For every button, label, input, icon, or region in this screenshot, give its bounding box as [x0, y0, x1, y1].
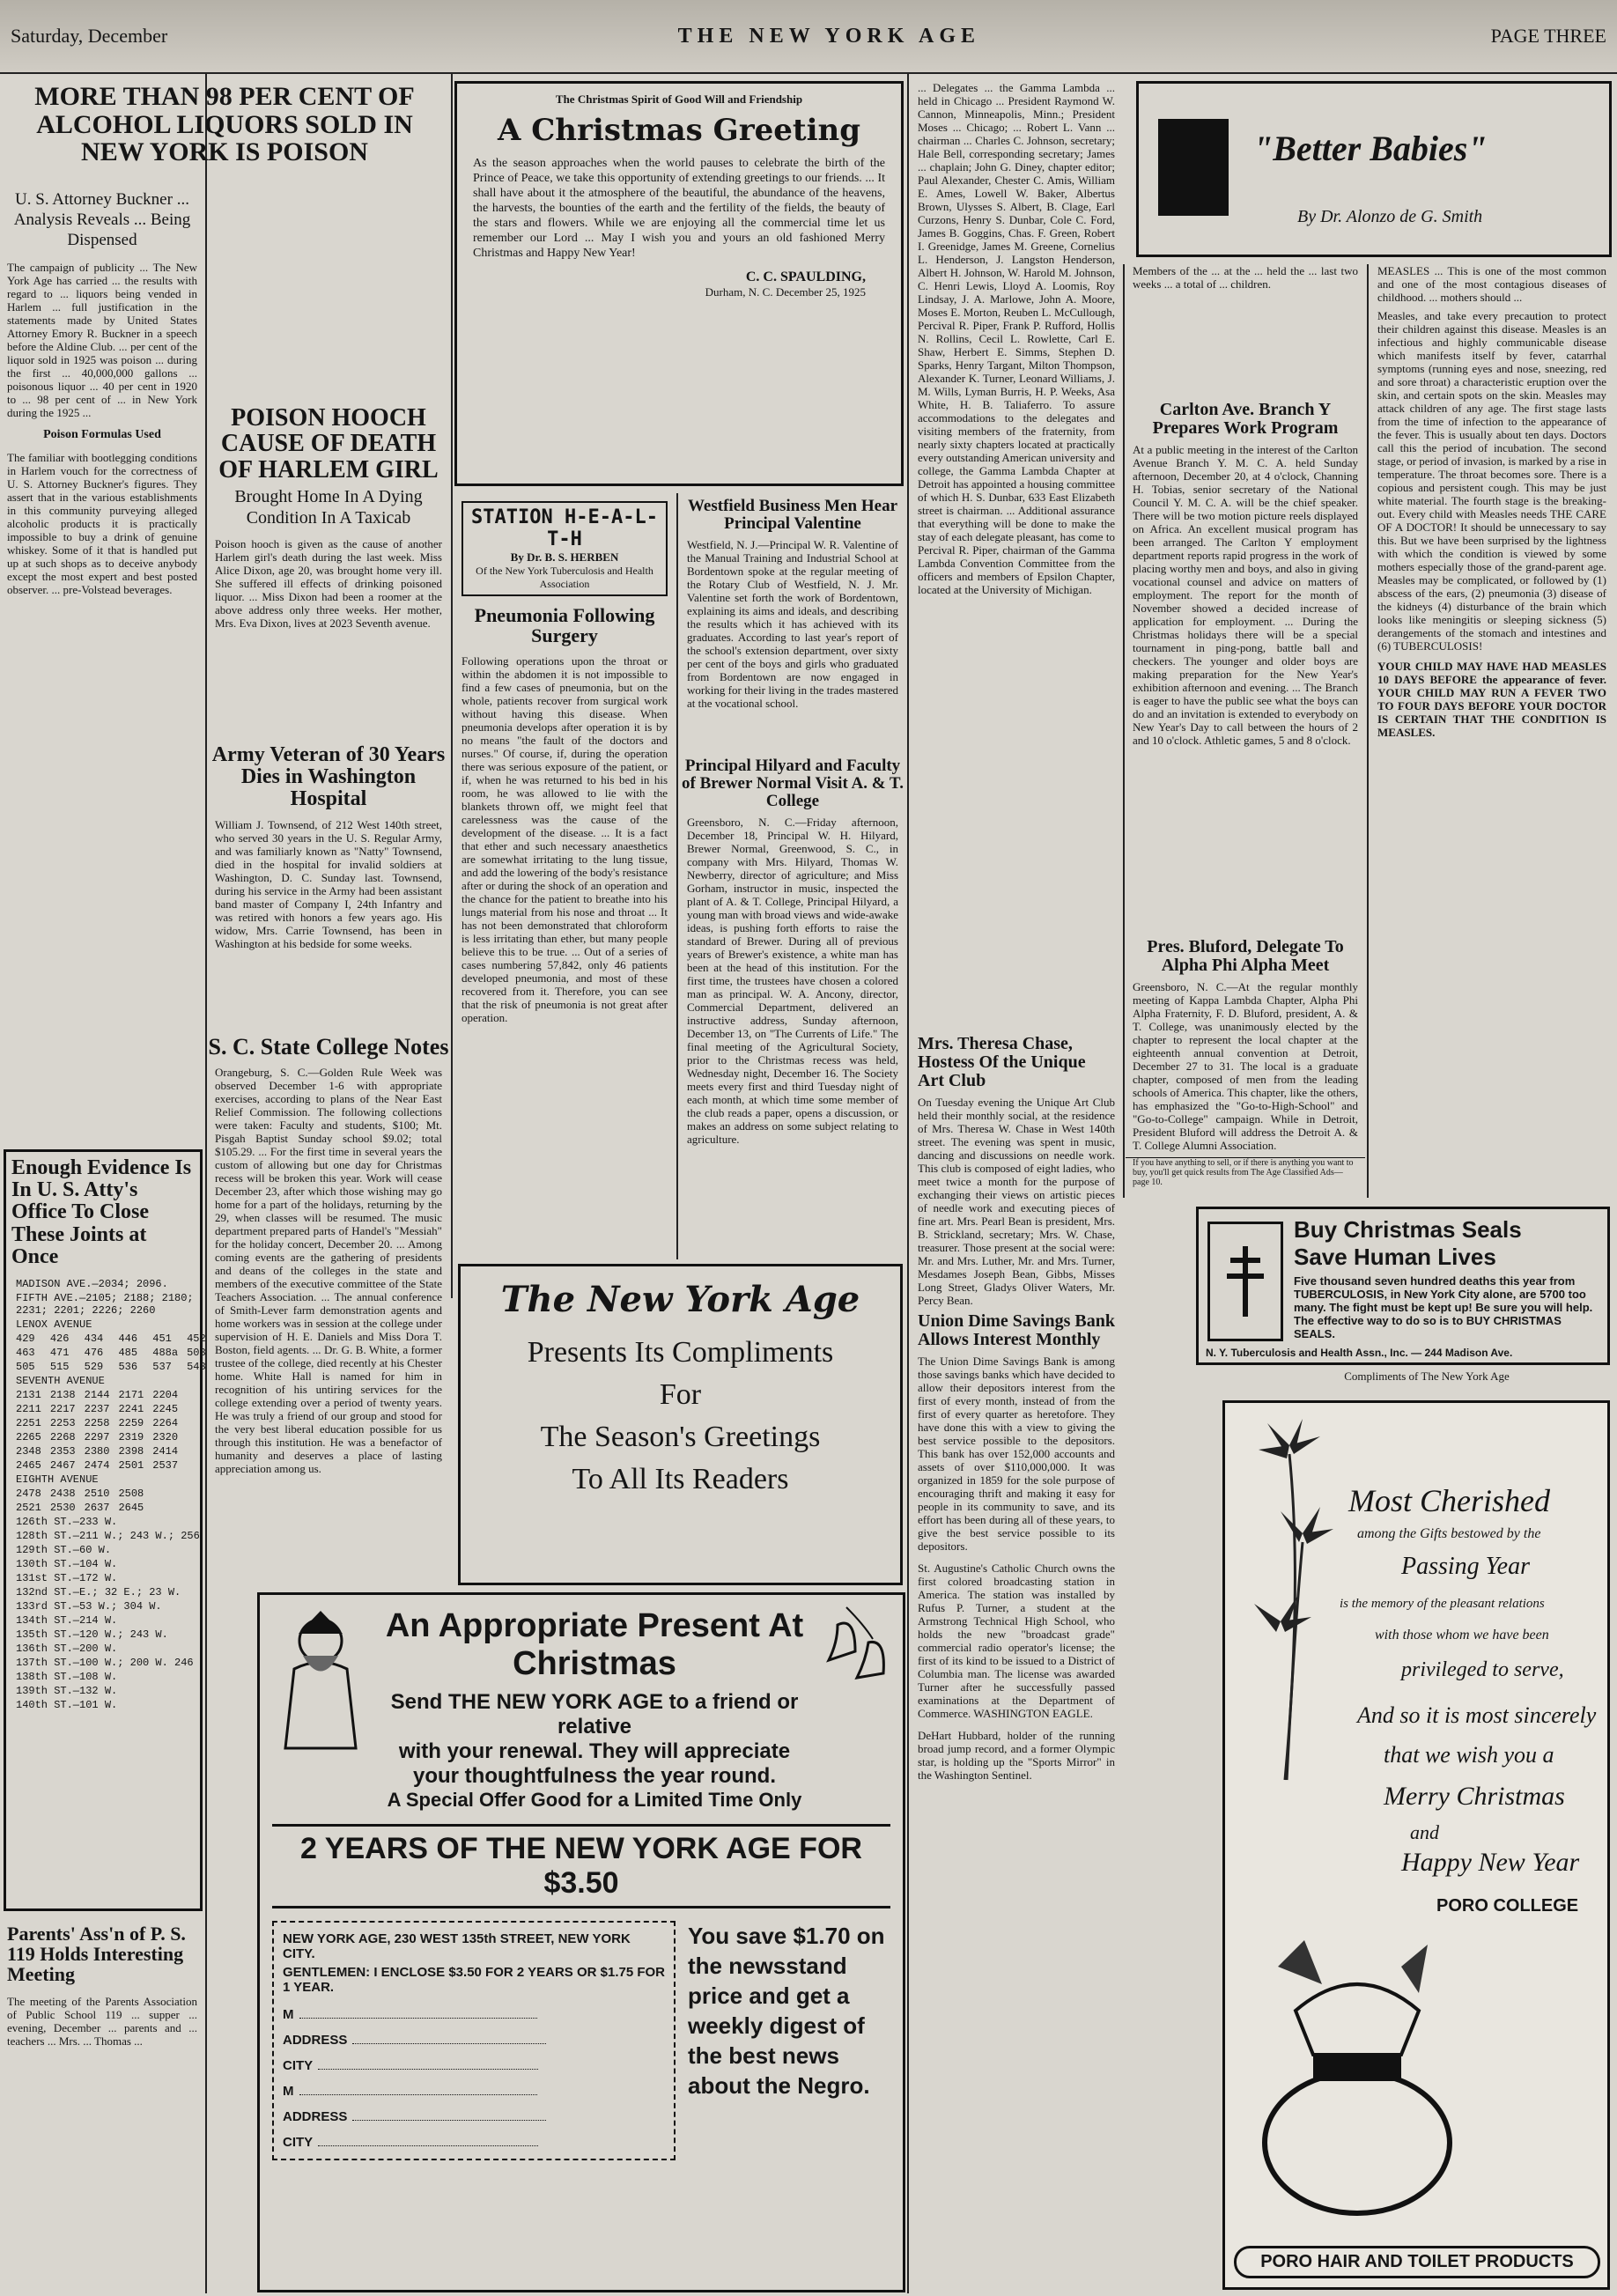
- poro-line9: Merry Christmas: [1384, 1782, 1565, 1811]
- address-cell: LENOX AVENUE: [16, 1318, 92, 1331]
- babies-col-a-text: MEASLES ... This is one of the most common and one of the most contagious diseases of childhood. ... mothers should ...: [1377, 264, 1606, 304]
- address-row: [11, 1473, 210, 1487]
- address-cell: 543: [187, 1360, 206, 1373]
- health-org: Of the New York Tuberculosis and Health Association: [476, 565, 653, 590]
- address-cell: 2259: [118, 1416, 144, 1429]
- subscription-savings: You save $1.70 on the newsstand price and get a weekly digest of the best news about the Negro.: [688, 1923, 885, 2099]
- address-cell: 134th ST.—214 W.: [16, 1613, 118, 1627]
- address-cell: 2265: [16, 1430, 41, 1443]
- poro-line8: that we wish you a: [1384, 1742, 1554, 1768]
- address-row: [11, 1599, 210, 1613]
- union-dime-article: [911, 1312, 1122, 2290]
- address-cell: 2251: [16, 1416, 41, 1429]
- address-cell: 2438: [49, 1487, 76, 1500]
- poro-line3: Passing Year: [1401, 1553, 1531, 1580]
- address-cell: 529: [84, 1360, 104, 1373]
- baby-portrait: [1158, 119, 1229, 216]
- address-row: [11, 1585, 210, 1599]
- babies-byline: By Dr. Alonzo de G. Smith: [1297, 207, 1483, 226]
- address-row: [11, 1487, 210, 1501]
- health-column: [454, 498, 675, 1255]
- address-cell: 451: [152, 1332, 172, 1345]
- address-cell: 2353: [49, 1444, 76, 1458]
- address-cell: SEVENTH AVENUE: [16, 1374, 105, 1387]
- address-row: [11, 1642, 210, 1656]
- address-cell: 131st ST.—172 W.: [16, 1571, 118, 1584]
- address-cell: 2478: [16, 1487, 41, 1500]
- greeting-signature: C. C. SPAULDING,: [745, 269, 866, 284]
- address-cell: 2414: [152, 1444, 179, 1458]
- seals-headline1: Buy Christmas Seals: [1294, 1216, 1522, 1243]
- subscription-tag4: A Special Offer Good for a Limited Time Only: [387, 1789, 802, 1811]
- double-cross-icon: [1207, 1222, 1283, 1341]
- address-cell: 126th ST.—233 W.: [16, 1515, 118, 1528]
- address-cell: 446: [118, 1332, 138, 1345]
- coupon-field-city-2: CITY: [283, 2135, 314, 2150]
- subscription-headline: An Appropriate Present At Christmas: [385, 1607, 804, 1682]
- classified-note: If you have anything to sell, or if there is anything you want to buy, you'll get quick results from The Age Classified Ads—page 10.: [1126, 1157, 1365, 1187]
- liquor-subhead: U. S. Attorney Buckner ... Analysis Reveals ... Being Dispensed: [13, 190, 191, 249]
- address-cell: 537: [152, 1360, 172, 1373]
- address-row: [11, 1698, 210, 1712]
- address-cell: 2537: [152, 1458, 179, 1472]
- address-cell: 138th ST.—108 W.: [16, 1670, 118, 1683]
- address-cell: 2467: [49, 1458, 76, 1472]
- hilyard-headline: Principal Hilyard and Faculty of Brewer Normal Visit A. & T. College: [682, 757, 904, 810]
- address-cell: 2217: [49, 1402, 76, 1415]
- address-cell: 463: [16, 1346, 35, 1359]
- address-cell: 2501: [118, 1458, 144, 1472]
- babies-article: [1370, 264, 1613, 1198]
- carlton-article: [1126, 401, 1365, 934]
- bluford-article: [1126, 938, 1365, 1193]
- address-cell: 2508: [118, 1487, 144, 1500]
- greeting-title: A Christmas Greeting: [498, 113, 860, 148]
- poro-line4: is the memory of the pleasant relations: [1340, 1597, 1545, 1611]
- address-row: [11, 1656, 210, 1670]
- address-cell: 2264: [152, 1416, 179, 1429]
- pta-article: [0, 1920, 204, 2290]
- address-row: [11, 1628, 210, 1642]
- address-cell: 132nd ST.—E.; 32 E.; 23 W.: [16, 1585, 181, 1598]
- poro-line6: privileged to serve,: [1401, 1658, 1564, 1681]
- address-row: [11, 1346, 210, 1360]
- address-cell: 2348: [16, 1444, 41, 1458]
- army-article: [208, 744, 449, 1030]
- radio-body: St. Augustine's Catholic Church owns the first colored broadcasting station in America. The station was installed by Rufus P. Turner, a student at the Armstrong Technical High School, who holds the new "broadcast grade" commercial radio operator's license; the first of its kind to be issued to a District of Columbia man. The license was awarded Turner after he successfully passed examinations at the Department of Commerce. WASHINGTON EAGLE.: [918, 1561, 1115, 1720]
- column-rule: [1123, 264, 1125, 1198]
- address-row: [11, 1613, 210, 1628]
- address-row: [11, 1291, 210, 1318]
- coupon-text: GENTLEMEN: I ENCLOSE $3.50 FOR 2 YEARS OR $1.75 FOR 1 YEAR.: [283, 1965, 665, 1995]
- babies-col-b-text: Measles, and take every precaution to protect their children against this disease. Measles is an infectious and highly communicable disease which manifests itself by fever, catarrhal symptoms (running eyes and nose, sneezing, red and sore throat) a characteristic eruption over the skin, and certain spots on the skin. Measles may attack children of any age. The first stage lasts from the time of infection to the appearance of the fever. This is usually about ten days. Doctors call this the period of incubation. The second stage, or period of invasion, is marked by a rise in temperature. The throat becomes sore. There is a copious and persistent cough. This may be just white material. The fourth stage is the breaking-out. Every child with Measles needs THE CARE OF A DOCTOR! It should be unnecessary to say this. But we have been surprised by the lightness with which the condition is viewed by some mothers especially those of the grand-parent age. Measles may be complicated, or followed by (1) abscess of the ears, (2) pneumonia (3) disease of the kidneys (4) disturbance of the brain which looks like meningitis or sleeping sickness (5) derangements of the stomach and intestines and (6) TUBERCULOSIS!: [1377, 309, 1606, 653]
- subscription-offer: 2 YEARS OF THE NEW YORK AGE FOR $3.50: [272, 1824, 890, 1908]
- poro-line2: among the Gifts bestowed by the: [1357, 1526, 1541, 1541]
- subscription-tag2: with your renewal. They will appreciate: [398, 1739, 791, 1763]
- carlton-headline: Carlton Ave. Branch Y Prepares Work Program: [1152, 400, 1339, 438]
- greeting-kicker: The Christmas Spirit of Good Will and Friendship: [555, 92, 803, 106]
- header-date: Saturday, December: [11, 25, 168, 47]
- address-cell: 2241: [118, 1402, 144, 1415]
- address-cell: 429: [16, 1332, 35, 1345]
- compliments-line2: For: [659, 1378, 702, 1411]
- address-cell: 2637: [84, 1501, 110, 1514]
- address-cell: 2474: [84, 1458, 110, 1472]
- address-cell: 2320: [152, 1430, 179, 1443]
- address-cell: 536: [118, 1360, 138, 1373]
- greeting-body: As the season approaches when the world pauses to celebrate the birth of the Prince of Peace, we take this opportunity of extending greetings to our friends. ... It shall have about it the atmosphere of the beautiful, the abundance of the heavens, the harvests, the bounties of the earth and the fertility of the fields, the beauty of the stars and flowers. While we are enjoying all the commercial time let us remember our Lord ... May I wish you and yours an old fashioned Merry Christmas and Happy New Year!: [473, 156, 885, 260]
- poro-line11: Happy New Year: [1401, 1848, 1580, 1877]
- address-cell: 135th ST.—120 W.; 243 W.: [16, 1628, 168, 1641]
- address-cell: 2510: [84, 1487, 110, 1500]
- address-row: [11, 1374, 210, 1388]
- address-table: [11, 1277, 210, 1712]
- army-headline: Army Veteran of 30 Years Dies in Washington Hospital: [211, 743, 446, 811]
- coupon-field-m: M: [283, 2007, 294, 2022]
- address-cell: 2521: [16, 1501, 41, 1514]
- address-row: [11, 1684, 210, 1698]
- hooch-headline: POISON HOOCH CAUSE OF DEATH OF HARLEM GIRL: [218, 404, 439, 484]
- coupon-field-m-2: M: [283, 2084, 294, 2099]
- hilyard-body: Greensboro, N. C.—Friday afternoon, December 18, Principal W. H. Hilyard, Brewer Normal, Greenwood, S. C., in company with Mrs. Hilyard, Thomas W. Newberry, director of agriculture; and Miss Gorham, instructor in music, inspected the plant of A. & T. College, Principal Hilyard, a young man with broad views and wide-awake ideas, is pushing forth efforts to raise the standard of Brewer. During all of previous years of Brewer's existence, a white man has been at the head of this institution. For the first time, the trustees have chosen a colored man as principal. W. A. Ancony, director, Commercial Department, delivered an instructive address, Sunday afternoon, December 13, on "The Currents of Life." The final meeting of the Agricultural Society, prior to the Christmas recess was held, Wednesday night, December 16. The Society meets every first and third Tuesday night of each month, at which time some member of the club reads a paper, opens a discussion, or makes an address on some subject relating to agriculture.: [687, 815, 898, 1146]
- hooch-subhead: Brought Home In A Dying Condition In A Taxicab: [234, 487, 423, 528]
- address-cell: 129th ST.—60 W.: [16, 1543, 112, 1556]
- pneumonia-body: Following operations upon the throat or within the abdomen it is not impossible to find a few cases of pneumonia, but on the whole, patients recover from surgical work without having this disease. When pneumonia develops after operation it is by no means "the fault of the doctors and nurses." Of course, if, during the operation there was serious exposure of the patient, or if, when he was returned to his bed in his room, he was allowed to lie with the blankets thrown off, we might feel that carelessness was the cause of the development of the disease. ... It is a fact that ether and such necessary anaesthetics are somewhat irritating to the lung tissue, and add the lowering of the body's resistance after or during the shock of an operation and the chance for the patient to breathe into his lungs material from his nose and throat ... It has not been demonstrated that chloroform is less irritating than ether, but many people believe this to be true. ... Out of a series of cases numbering 57,842, only 46 patients developed pneumonia, and most of these recovered from it. Therefore, you can see that the risk of pneumonia is not great after operation.: [461, 654, 668, 1025]
- column-rule: [205, 74, 207, 2293]
- seals-headline2: Save Human Lives: [1294, 1244, 1496, 1270]
- column-rule: [451, 74, 453, 1298]
- liquor-poison-article: [0, 79, 449, 185]
- liquor-lower: The familiar with bootlegging conditions in Harlem vouch for the correctness of U. S. Attorney Buckner's figures. They assert that in the various establishments in this community purveying alleged alcoholic products it is practically impossible to buy a drink of genuine whiskey. Some of it that is handled put up at such shops as to deceive anybody except the most expert and best posted observer. ... pre-Volstead beverages.: [7, 451, 197, 597]
- bluford-body: Greensboro, N. C.—At the regular monthly meeting of Kappa Lambda Chapter, Alpha Phi Alpha Fraternity, F. D. Bluford, president, A. & T. College, was unanimously elected by the chapter to represent the local chapter at the eighteenth annual convention at Detroit, December 27 to 31. The local is a graduate chapter, composed of men from the leading schools of America. This chapter, like the others, has emphasized the "Go-to-High-School" and "Go-to-College" campaign. While in Detroit, President Bluford will address the Detroit A. & T. College Alumni Association.: [1133, 980, 1358, 1152]
- address-cell: 133rd ST.—53 W.; 304 W.: [16, 1599, 162, 1613]
- address-row: [11, 1458, 210, 1473]
- poro-line7: And so it is most sincerely: [1357, 1702, 1597, 1728]
- convention-body: ... Delegates ... the Gamma Lambda ... held in Chicago ... President Raymond W. Cannon, Minneapolis, Minn.; President Moses ... Chicago; ... Robert L. Vann ... chairman ... Charles C. Johnson, secretary; Hale Bell, corresponding secretary; James ... chaplain; John G. Diney, chapter editor; Paul Alexander, Chester C. Amis, William E. Ames, Lowell W. Baker, Albertus Brown, Ulysses S. Albert, B. Clage, Earl Curzons, Henry S. Dunbar, Cole C. Ford, James B. Goggins, Chas. F. Green, Robert I. Greenidge, James M. Greene, Cornelius L. Henderson, J. Langston Henderson, Albert H. Johnson, W. Harold M. Johnson, C. Henri Lewis, Lloyd A. Loomis, Roy Lindsay, J. A. Marlowe, John A. Moore, Moses E. Morton, Reuben L. McCullough, Percival R. Piper, Frank P. Rufford, Hollis N. Rollins, Cecil L. Rowlette, Carl E. Shaw, Herbert E. Simms, Stephen D. Sparks, Henry Targant, Milton Thompson, Alexander K. Turner, Leonard Williams, J. M. Wills, Lyman Burris, H. P. Weeks, Asa White, H. B. Taliaferro. To assure accommodations to the delegates and visiting members of the fraternity, from nearly sixty chapters located at practically every outstanding American university and college, the Gamma Lambda Chapter at Detroit has appointed a housing committee of which H. S. Dunbar, 633 East Elizabeth street is chairman. ... Additional assurance that everything will be done to make the stay of each delegate pleasant, has come to Percival R. Piper, chairman of the Gamma Lambda Convention Committee from the officers and members of Epsilon Chapter, located at the University of Michigan.: [918, 81, 1115, 596]
- poro-products: PORO HAIR AND TOILET PRODUCTS: [1234, 2246, 1600, 2278]
- address-row: [11, 1444, 210, 1458]
- address-cell: 2380: [84, 1444, 110, 1458]
- address-cell: 476: [84, 1346, 104, 1359]
- seals-body: Five thousand seven hundred deaths this year from TUBERCULOSIS, in New York City alone, are 5700 too many. The fight must be kept up! Be sure you will help. The effective way to do so is to BUY CHRISTMAS SEALS.: [1294, 1274, 1593, 1340]
- address-cell: 2138: [49, 1388, 76, 1401]
- pta-headline: Parents' Ass'n of P. S. 119 Holds Interesting Meeting: [7, 1923, 186, 1986]
- chase-article: [911, 1035, 1122, 1308]
- compliments-box: [458, 1264, 903, 1585]
- address-row: [11, 1388, 210, 1402]
- masthead: THE NEW YORK AGE: [677, 24, 981, 48]
- address-row: [11, 1501, 210, 1515]
- page-number: PAGE THREE: [1490, 25, 1606, 47]
- poro-college: PORO COLLEGE: [1436, 1896, 1579, 1916]
- address-cell: 2131: [16, 1388, 41, 1401]
- bells-icon: [820, 1607, 890, 1713]
- address-row: [11, 1670, 210, 1684]
- poison-formulas-label: Poison Formulas Used: [43, 428, 161, 442]
- poro-line1: Most Cherished: [1348, 1483, 1550, 1518]
- address-cell: 2398: [118, 1444, 144, 1458]
- address-cell: 2245: [152, 1402, 179, 1415]
- poinsettia-icon: [1232, 1410, 1347, 1789]
- address-row: [11, 1402, 210, 1416]
- sc-body: Orangeburg, S. C.—Golden Rule Week was observed December 1-6 with appropriate exercises, according to plans of the Near East Relief Commission. The following collections were taken: Faculty and students, $100; Mt. Pisgah Baptist Sunday school $9.02; total $105.29. ... For the first time in several years the custom of allowing but one day for Christmas recess will be broken this year. Work will cease December 23, after which those wishing may go home for a part of the holidays, returning by the 29, when classes will be resumed. The music department prepared parts of Handel's "Messiah" for the holiday concert, December 20. ... Among coming events are the gathering of presidents and deans of the colleges in the state and members of the executive committee of the State Teachers Association. ... The annual conference of Smith-Lever farm demonstration agents and home workers was in session at the college under supervision of H. E. Daniels and Miss Dora T. Boston, field agents. ... Dr. G. B. White, a former trustee of the college, died recently at his Chester home. White Hall is named for him in recognition of his untiring services for the college extending over a period of twenty years. He was truly a friend of our group and stood for the very best liberal education possible for us through this institution. He was a benefactor of humanity and deserves a place of lasting appreciation among us.: [215, 1066, 442, 1476]
- address-row: [11, 1360, 210, 1374]
- joints-box: [4, 1149, 206, 1911]
- address-cell: 2171: [118, 1388, 144, 1401]
- better-babies-box: [1136, 81, 1612, 257]
- subscription-tag1: Send THE NEW YORK AGE to a friend or relative: [390, 1690, 799, 1739]
- address-cell: 503: [187, 1346, 206, 1359]
- liquor-article-body: [0, 187, 204, 1142]
- address-cell: 2268: [49, 1430, 76, 1443]
- pta-body: The meeting of the Parents Association of Public School 119 ... supper ... evening, December ... parents and ... teachers ... Mrs. ... Thomas ...: [7, 1995, 197, 2049]
- health-byline: By Dr. B. S. HERBEN: [510, 550, 619, 564]
- address-cell: 488a: [152, 1346, 179, 1359]
- address-row: [11, 1543, 210, 1557]
- address-row: [11, 1529, 210, 1543]
- compliments-line3: The Season's Greetings: [540, 1421, 821, 1453]
- compliments-name: The New York Age: [500, 1279, 860, 1320]
- seals-org: N. Y. Tuberculosis and Health Assn., Inc. — 244 Madison Ave.: [1206, 1347, 1513, 1359]
- address-cell: 2297: [84, 1430, 110, 1443]
- address-row: [11, 1515, 210, 1529]
- carlton-body: At a public meeting in the interest of the Carlton Avenue Branch Y. M. C. A. held Sunday afternoon, December 20, at 4 o'clock, Channing H. Tobias, senior secretary of the National Council Y. M. C. A. will be the chief speaker. There will be two motion picture reels displayed on Africa. An excellent musical program has been arranged. The Carlton Y employment department reports rapid progress in the work of placing worthy men and boys, and also in giving vocational counsel and advice on matters of employment. The report for the month of November showed a decided increase of application for employment. ... During the Christmas holidays there will be a special tournament in ping-pong, battle ball and checkers. The younger and older boys are making preparation for the New Year's exhibition afternoon and evening. ... The Branch is eager to have the public see what the boys can do and an invitation is extended to everybody on New Year's Day to call between the hours of 2 and 10 o'clock. Athletic games, 5 and 8 o'clock.: [1133, 443, 1358, 747]
- poro-jar: [1243, 1931, 1480, 2222]
- page-header: [0, 0, 1617, 74]
- sc-headline: S. C. State College Notes: [208, 1034, 449, 1059]
- address-cell: EIGHTH AVENUE: [16, 1473, 99, 1486]
- address-cell: MADISON AVE.—2034; 2096.: [16, 1277, 168, 1290]
- union-body: The Union Dime Savings Bank is among those savings banks which have decided to allow their depositors interest from the first of every month, instead of from the first of every quarter as heretofore. They have done this with a view to giving the best service possible to the depositors. This bank has over 152,000 accounts and assets of over $110,000,000. It was organized in 1859 for the sole purpose of encouraging thrift and making it easy for people in its community to save, and its effort has been during all of these years, to give the best service possible to its depositors.: [918, 1355, 1115, 1553]
- address-cell: 2645: [118, 1501, 144, 1514]
- compliments-line1: Presents Its Compliments: [527, 1336, 834, 1369]
- address-row: [11, 1430, 210, 1444]
- address-cell: 434: [84, 1332, 104, 1345]
- subscription-tag3: your thoughtfulness the year round.: [412, 1764, 777, 1788]
- westfield-article: [680, 498, 905, 753]
- address-cell: 2319: [118, 1430, 144, 1443]
- column-rule: [907, 74, 909, 2293]
- address-row: [11, 1557, 210, 1571]
- address-cell: 2144: [84, 1388, 110, 1401]
- address-cell: 2530: [49, 1501, 76, 1514]
- address-cell: 515: [49, 1360, 70, 1373]
- coupon-field-address: ADDRESS: [283, 2033, 348, 2048]
- babies-warning: YOUR CHILD MAY HAVE HAD MEASLES 10 DAYS BEFORE the appearance of fever. YOUR CHILD MAY RUN A FEVER TWO TO FOUR DAYS BEFORE YOUR DOCTOR IS CERTAIN THAT THE CONDITION IS MEASLES.: [1377, 660, 1606, 739]
- column-rule: [1367, 264, 1369, 1198]
- address-cell: 2465: [16, 1458, 41, 1472]
- address-cell: 426: [49, 1332, 70, 1345]
- chase-body: On Tuesday evening the Unique Art Club held their monthly social, at the residence of Mrs. Theresa W. Chase in West 140th street. The evening was spent in music, dancing and discussions on needle work. This club is composed of eight ladies, who meet twice a month for the purpose of exchanging their views on artistic pieces of needle work and executing pieces of fine art. Mrs. Pearl Bean is president, Mrs. B. Strickland, secretary; Mrs. W. Chase, treasurer. Those present at the social were: Mr. and Mrs. Luther, Mr. and Mrs. Turner, Mesdames Joseph Bean, Gibbs, Misses Long Street, Gladys Oliver Waters, Mr. Percy Bean.: [918, 1096, 1115, 1307]
- subscription-coupon[interactable]: [272, 1921, 676, 2160]
- christmas-greeting-box: [454, 81, 904, 486]
- poro-college-ad: [1222, 1400, 1610, 2290]
- greeting-dateline: Durham, N. C. December 25, 1925: [705, 284, 866, 299]
- christmas-seals-ad: [1196, 1207, 1610, 1365]
- union-headline: Union Dime Savings Bank Allows Interest Monthly: [918, 1311, 1115, 1349]
- chase-headline: Mrs. Theresa Chase, Hostess Of the Unique Art Club: [918, 1034, 1086, 1090]
- coupon-field-address-2: ADDRESS: [283, 2109, 348, 2124]
- bluford-headline: Pres. Bluford, Delegate To Alpha Phi Alpha Meet: [1147, 937, 1344, 975]
- westfield-headline: Westfield Business Men Hear Principal Valentine: [687, 497, 898, 533]
- address-cell: FIFTH AVE.—2105; 2188; 2180; 2231; 2201; 2226; 2260: [16, 1291, 194, 1317]
- pneumonia-headline: Pneumonia Following Surgery: [474, 604, 655, 647]
- address-row: [11, 1277, 210, 1291]
- address-cell: 128th ST.—211 W.; 243 W.; 256: [16, 1529, 200, 1542]
- address-cell: 452: [187, 1332, 206, 1345]
- address-cell: 2204: [152, 1388, 179, 1401]
- col6-top: [1126, 264, 1365, 396]
- subscription-ad: [257, 1592, 905, 2292]
- address-row: [11, 1332, 210, 1346]
- compliments-line4: To All Its Readers: [572, 1463, 789, 1495]
- hooch-body: Poison hooch is given as the cause of another Harlem girl's death during the last week. Miss Alice Dixon, age 20, was brought home very ill. She suffered ill effects of drinking poisoned liquor. ... Miss Dixon had been a roomer at the above address only three weeks. Her mother, Mrs. Eva Dixon, lives at 2023 Seventh avenue.: [215, 537, 442, 631]
- babies-title: "Better Babies": [1253, 129, 1488, 168]
- poison-hooch-article: [208, 405, 449, 740]
- convention-article: [911, 81, 1122, 1030]
- address-cell: 139th ST.—132 W.: [16, 1684, 118, 1697]
- westfield-body: Westfield, N. J.—Principal W. R. Valentine of the Manual Training and Industrial School at Bordentown spoke at the regular meeting of the Rotary Club of Westfield, N. J. Mr. Valentine set forth the work of Bordentown, explaining its aims and ideals, and describing the results which it has achieved with its graduates. According to last year's report of the school's extension department, over sixty per cent of the boys and girls who graduated from Bordentown are now engaged in working for their living in the trades mastered at the vocational school.: [687, 537, 898, 710]
- address-cell: 137th ST.—100 W.; 200 W. 246: [16, 1656, 194, 1669]
- address-row: [11, 1571, 210, 1585]
- liquor-lead: The campaign of publicity ... The New York Age has carried ... the results with regard to ... liquors being vended in Harlem ... full justification in the statements made by United States Attorney Emory R. Buckner in a speech before the Aldine Club. ... per cent of the liquor sold in 1925 was poison ... during the first ... 40,000,000 gallons ... poisonous liquor ... 40 per cent in 1920 to ... 98 per cent of ... in New York during the 1925 ...: [7, 261, 197, 420]
- liquor-headline: MORE THAN 98 PER CENT OF ALCOHOL LIQUORS SOLD IN NEW YORK IS POISON: [34, 82, 415, 166]
- poro-line10: and: [1410, 1821, 1439, 1843]
- santa-icon: [272, 1607, 369, 1757]
- joints-headline: Enough Evidence Is In U. S. Atty's Office To Close These Joints at Once: [11, 1156, 192, 1268]
- address-cell: 140th ST.—101 W.: [16, 1698, 118, 1711]
- coupon-address: NEW YORK AGE, 230 WEST 135th STREET, NEW YORK CITY.: [283, 1931, 631, 1961]
- address-cell: 2253: [49, 1416, 76, 1429]
- address-cell: 2237: [84, 1402, 110, 1415]
- poro-line5: with those whom we have been: [1375, 1628, 1549, 1643]
- address-cell: 2211: [16, 1402, 41, 1415]
- hilyard-article: [680, 757, 905, 1259]
- army-body: William J. Townsend, of 212 West 140th street, who served 30 years in the U. S. Regular Army, and was familiarly known as "Natty" Townsend, died in the hospital for invalid soldiers at Washington, D. C. Sunday last. Townsend, during his service in the Army had been assistant band master of Company I, 24th Infantry and was retired with honors a few years ago. His widow, Mrs. Carrie Townsend, has been in Washington at his bedside for some weeks.: [215, 817, 442, 950]
- address-row: [11, 1318, 210, 1332]
- coupon-field-city: CITY: [283, 2058, 314, 2073]
- seals-credit: Compliments of The New York Age: [1344, 1369, 1510, 1383]
- address-cell: 485: [118, 1346, 138, 1359]
- address-cell: 471: [49, 1346, 70, 1359]
- hubbard-body: DeHart Hubbard, holder of the running broad jump record, and a former Olympic star, is holding up the "Sports Mirror" in the Washington Sentinel.: [918, 1729, 1115, 1782]
- column-rule: [676, 493, 678, 1259]
- health-title: STATION H-E-A-L-T-H: [471, 506, 658, 550]
- address-cell: 136th ST.—200 W.: [16, 1642, 118, 1655]
- address-row: [11, 1416, 210, 1430]
- col6-top-body: Members of the ... at the ... held the ... last two weeks ... a total of ... children.: [1133, 264, 1358, 291]
- address-cell: 130th ST.—104 W.: [16, 1557, 118, 1570]
- address-cell: 505: [16, 1360, 35, 1373]
- address-cell: 2258: [84, 1416, 110, 1429]
